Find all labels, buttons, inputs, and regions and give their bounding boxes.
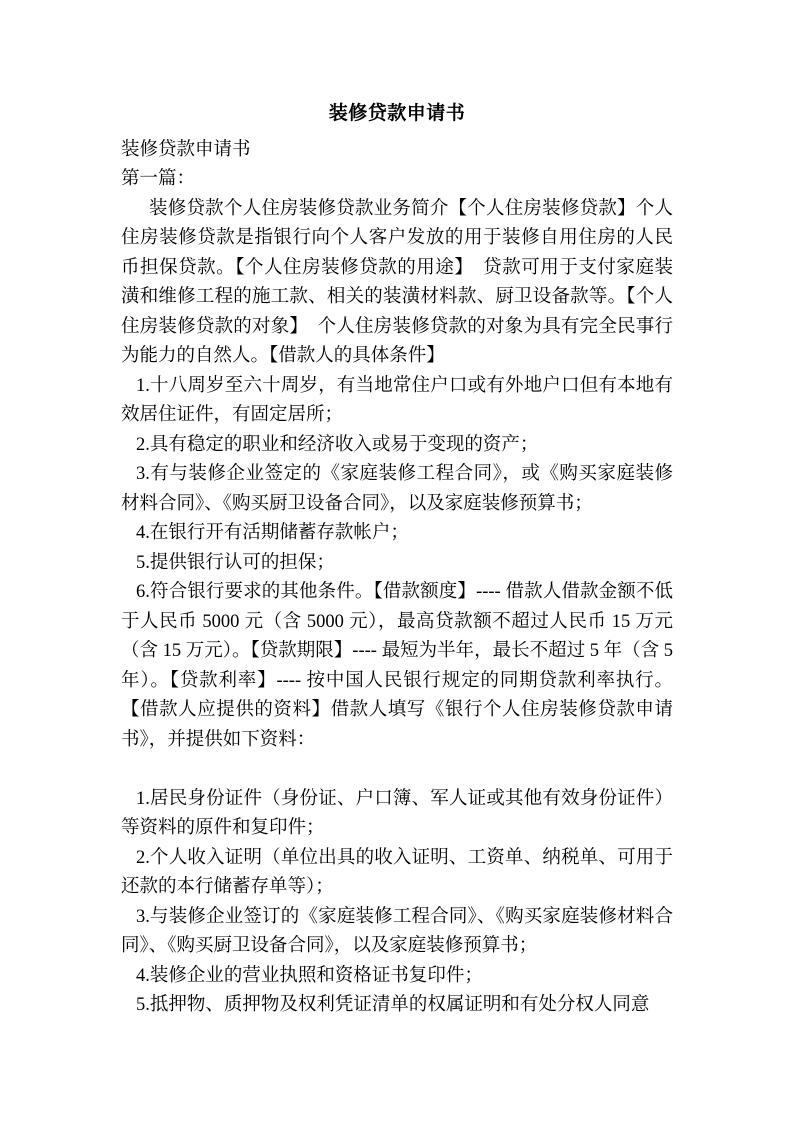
section-label-first: 第一篇： [121,169,196,189]
condition-item-1: 1.十八周岁至六十周岁，有当地常住户口或有外地户口但有本地有效居住证件，有固定居所； [121,375,673,425]
condition-item-5: 5.提供银行认可的担保； [136,552,335,573]
condition-item-3: 3.有与装修企业签定的《家庭装修工程合同》，或《购买家庭装修材料合同》、《购买厨卫设备合同》，以及家庭装修预算书； [121,464,673,514]
blank-line [121,755,673,785]
condition-item-6: 6.符合银行要求的其他条件。【借款额度】---- 借款人借款金额不低于人民币 5000 元（含 5000 元），最高贷款额不超过人民币 15 万元（含 15 万元）。【贷款期限】---- 最短为半年，最长不超过 5 年（含 5 年）。【贷款利率】---- 按中国人民银行规定的同期贷款利率执行。【借款人应提供的资料】借款人填写《银行个人住房装修贷款申请书》，并提供如下资料： [121,582,673,750]
material-item-3: 3.与装修企业签订的《家庭装修工程合同》、《购买家庭装修材料合同》、《购买厨卫设备合同》，以及家庭装修预算书； [121,906,673,956]
material-item-4: 4.装修企业的营业执照和资格证书复印件； [136,965,483,986]
condition-item-2: 2.具有稳定的职业和经济收入或易于变现的资产； [136,434,539,455]
condition-item-4: 4.在银行开有活期储蓄存款帐户； [136,523,409,543]
intro-paragraph: 装修贷款个人住房装修贷款业务简介【个人住房装修贷款】个人住房装修贷款是指银行向个人客户发放的用于装修自用住房的人民币担保贷款。【个人住房装修贷款的用途】 贷款可用于支付家庭装潢和维修工程的施工款、相关的装潢材料款、厨卫设备款等。【个人住房装修贷款的对象】 个人住房装修贷款的对象为具有完全民事行为能力的自然人。【借款人的具体条件】 [121,198,673,366]
material-item-5: 5.抵押物、质押物及权利凭证清单的权属证明和有处分权人同意 [136,995,650,1015]
material-item-2: 2.个人收入证明（单位出具的收入证明、工资单、纳税单、可用于还款的本行储蓄存单等）； [121,847,673,897]
doc-subtitle-line: 装修贷款申请书 [121,139,251,160]
material-item-1: 1.居民身份证件（身份证、户口簿、军人证或其他有效身份证件）等资料的原件和复印件； [121,788,673,838]
document-title: 装修贷款申请书 [328,103,466,124]
